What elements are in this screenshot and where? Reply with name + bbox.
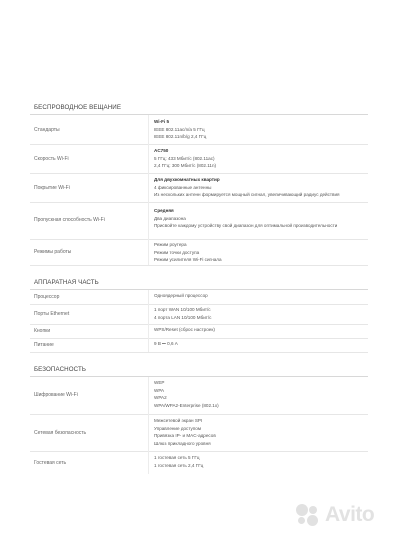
spec-value: 1 порт WAN 10/100 Мбит/с xyxy=(154,307,211,312)
spec-value: IEEE 802.11n/b/g 2,4 ГГц xyxy=(154,134,207,140)
spec-value: WPA2 xyxy=(154,395,167,401)
spec-values xyxy=(154,417,216,447)
section-title-hardware: АППАРАТНАЯ ЧАСТЬ xyxy=(34,279,99,286)
spec-row-ethernet-ports xyxy=(30,304,368,325)
spec-value: Присвойте каждому устройству свой диапазон для оптимальной производительности xyxy=(154,223,338,229)
spec-label: Режимы работы xyxy=(34,249,72,255)
spec-value: Средняя xyxy=(154,208,174,213)
spec-value: 9 В ⎓ 0,6 А xyxy=(154,341,178,346)
spec-label: Порты Ethernet xyxy=(34,311,70,317)
spec-values xyxy=(154,292,208,300)
spec-label: Гостевая сеть xyxy=(34,460,67,466)
spec-value: WEP xyxy=(154,380,165,385)
spec-values xyxy=(154,326,215,334)
spec-label: Стандарты xyxy=(34,127,60,133)
spec-label: Кнопки xyxy=(34,328,51,334)
spec-value: WPA/WPA2-Enterprise (802.1x) xyxy=(154,402,219,408)
section-title-wireless: БЕСПРОВОДНОЕ ВЕЩАНИЕ xyxy=(34,104,122,111)
spec-label: Скорость Wi-Fi xyxy=(34,156,69,162)
spec-value: Режим роутера xyxy=(154,242,187,247)
spec-value: Два диапазона xyxy=(154,215,186,221)
spec-label: Шифрование Wi-Fi xyxy=(34,392,78,398)
section-title-security: БЕЗОПАСНОСТЬ xyxy=(34,366,87,373)
spec-values xyxy=(154,454,203,469)
spec-value: AC750 xyxy=(154,148,169,153)
spec-value: Режим усилителя Wi-Fi сигнала xyxy=(154,257,222,263)
spec-row-network-security xyxy=(30,414,368,452)
spec-row-power xyxy=(30,338,368,353)
spec-value: 4 порта LAN 10/100 Мбит/с xyxy=(154,314,212,320)
spec-row-wifi-speed xyxy=(30,144,368,174)
spec-value: 5 ГГц: 433 Мбит/с (802.11ac) xyxy=(154,155,215,161)
avito-logo-icon xyxy=(295,502,321,528)
spec-value: 1 гостевая сеть 2,4 ГГц xyxy=(154,462,204,468)
watermark-text: Avito xyxy=(325,503,375,526)
spec-row-standards xyxy=(30,115,368,145)
spec-value: Одноядерный процессор xyxy=(154,293,208,298)
spec-label: Питание xyxy=(34,342,54,348)
spec-values xyxy=(154,176,340,199)
spec-label: Процессор xyxy=(34,294,60,300)
spec-value: Для двухкомнатных квартир xyxy=(154,177,220,182)
spec-value: 1 гостевая сеть 5 ГГц xyxy=(154,455,200,460)
spec-row-wifi-encryption xyxy=(30,377,368,415)
spec-values xyxy=(154,379,219,409)
spec-value: 2,4 ГГц: 300 Мбит/с (802.11n) xyxy=(154,163,217,169)
spec-row-processor xyxy=(30,290,368,305)
avito-watermark xyxy=(295,500,395,530)
spec-label: Сетевая безопасность xyxy=(34,430,87,436)
spec-value: 4 фиксированные антенны xyxy=(154,184,212,190)
spec-value: Режим точки доступа xyxy=(154,249,200,255)
spec-row-buttons xyxy=(30,324,368,339)
spec-values xyxy=(154,118,206,141)
spec-values xyxy=(154,207,337,230)
spec-value: WPA xyxy=(154,387,165,393)
spec-value: Wi-Fi 5 xyxy=(154,119,170,124)
spec-row-wifi-coverage xyxy=(30,173,368,203)
spec-row-guest-network xyxy=(30,451,368,474)
spec-label: Пропускная способность Wi-Fi xyxy=(34,217,105,223)
spec-value: Шлюз прикладного уровня xyxy=(154,440,211,446)
spec-value: IEEE 802.11ac/n/a 5 ГГц xyxy=(154,126,205,132)
spec-value: WPS/Reset (сброс настроек) xyxy=(154,327,215,332)
spec-row-operation-modes xyxy=(30,239,368,266)
spec-values xyxy=(154,147,216,170)
spec-value: Из нескольких антенн формируется мощный сигнал, увеличивающий радиус действия xyxy=(154,192,340,198)
spec-values xyxy=(154,340,178,348)
spec-label: Покрытие Wi-Fi xyxy=(34,185,70,191)
spec-value: Управление доступом xyxy=(154,425,201,431)
spec-value: Привязка IP- и MAC-адресов xyxy=(154,433,216,439)
spec-value: Межсетевой экран SPI xyxy=(154,418,203,423)
spec-values xyxy=(154,306,211,321)
spec-values xyxy=(154,241,222,264)
spec-row-wifi-throughput xyxy=(30,202,368,240)
